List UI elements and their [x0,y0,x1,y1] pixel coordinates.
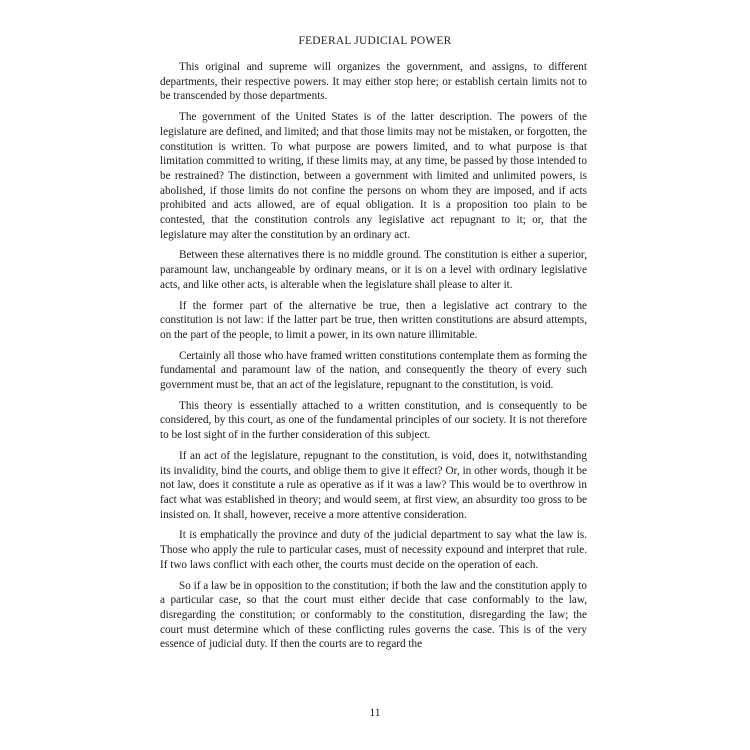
body-text [160,60,587,658]
paragraph: If the former part of the alternative be true, then a legislative act contrary to the constitution is not law: if the latter part be true, then written constitutions are absurd attempts, on the part of the people, to limit a power, in its own nature illimitable. [160,299,587,341]
paragraph: This original and supreme will organizes the government, and assigns, to different departments, their respective powers. It may either stop here; or establish certain limits not to be transcended by those departments. [160,61,587,103]
paragraph: If an act of the legislature, repugnant to the constitution, is void, does it, notwithstanding its invalidity, bind the courts, and oblige them to give it effect? Or, in other words, though it be not law, does it constitute a rule as operative as if it was a law? This would be to overthrow in fact what was established in theory; and would seem, at first view, an absurdity too gross to be insisted on. It shall, however, receive a more attentive consideration. [160,449,587,521]
page-number: 11 [369,707,381,719]
running-head: FEDERAL JUDICIAL POWER [298,35,452,47]
paragraph: Between these alternatives there is no middle ground. The constitution is either a superior, paramount law, unchangeable by ordinary means, or it is on a level with ordinary legislative acts, and like other acts, is alterable when the legislature shall please to alter it. [160,249,587,291]
paragraph: The government of the United States is of the latter description. The powers of the legislature are defined, and limited; and that those limits may not be mistaken, or forgotten, the constitution is written. To what purpose are powers limited, and to what purpose is that limitation committed to writing, if these limits may, at any time, be passed by those intended to be restrained? The distinction, between a government with limited and unlimited powers, is abolished, if those limits do not confine the persons on whom they are imposed, and if acts prohibited and acts allowed, are of equal obligation. It is a proposition too plain to be contested, that the constitution controls any legislative act repugnant to it; or, that the legislature may alter the constitution by an ordinary act. [160,111,587,241]
paragraph: So if a law be in opposition to the constitution; if both the law and the constitution apply to a particular case, so that the court must either decide that case conformably to the law, disregarding the constitution; or conformably to the constitution, disregarding the law; the court must determine which of these conflicting rules governs the case. This is of the very essence of judicial duty. If then the courts are to regard the [160,579,587,651]
paragraph: It is emphatically the province and duty of the judicial department to say what the law is. Those who apply the rule to particular cases, must of necessity expound and interpret that rule. If two laws conflict with each other, the courts must decide on the operation of each. [160,529,587,571]
paragraph: Certainly all those who have framed written constitutions contemplate them as forming the fundamental and paramount law of the nation, and consequently the theory of every such government must be, that an act of the legislature, repugnant to the constitution, is void. [160,349,587,392]
paragraph: This theory is essentially attached to a written constitution, and is consequently to be considered, by this court, as one of the fundamental principles of our society. It is not therefore to be lost sight of in the further consideration of this subject. [160,399,587,442]
